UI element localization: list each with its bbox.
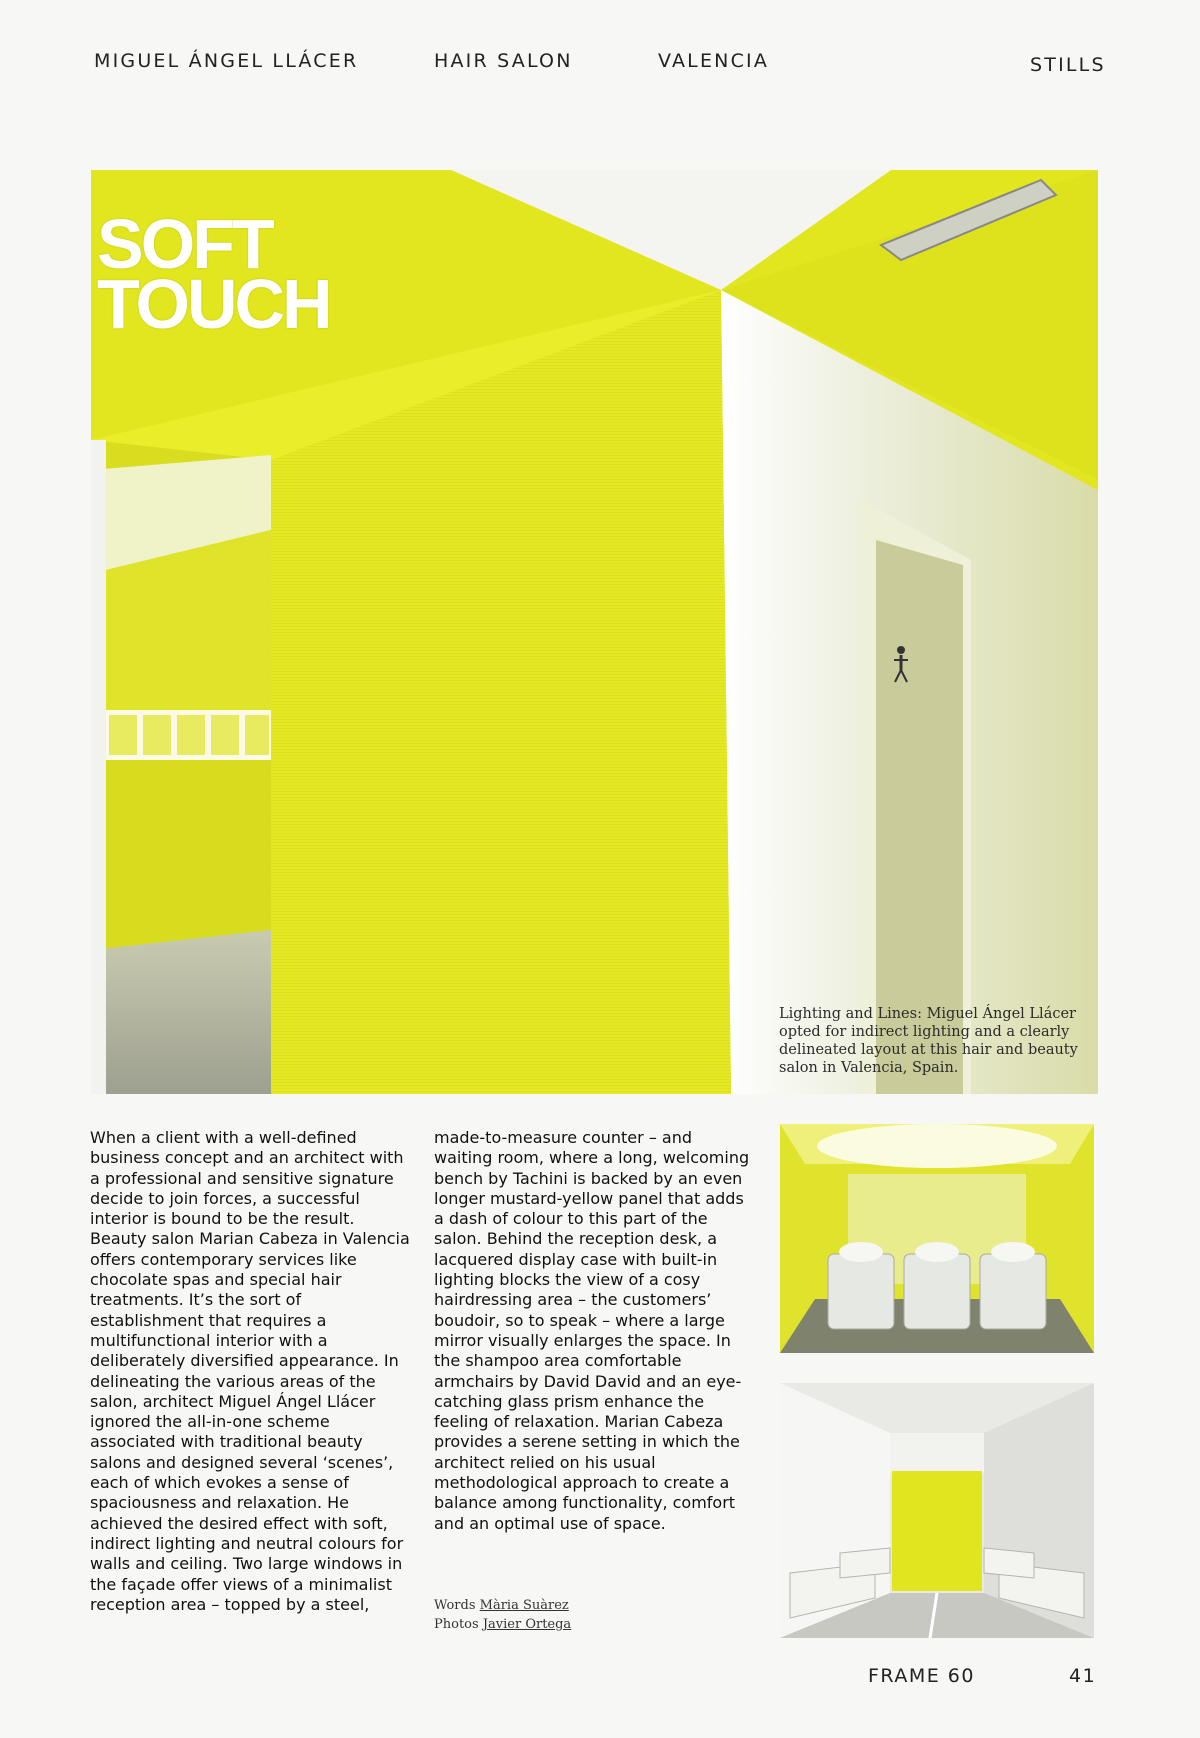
hero-caption: Lighting and Lines: Miguel Ángel Llácer opted for indirect lighting and a clearly delineated layout at this hair and beauty salon in Valencia, Spain. — [779, 1006, 1078, 1076]
title-line-1: SOFT — [97, 205, 272, 283]
corridor-photo — [780, 1383, 1094, 1638]
credit-photos — [434, 1615, 571, 1634]
title-line-2: TOUCH — [97, 265, 330, 343]
article-title — [97, 205, 330, 343]
header-section: STILLS — [1030, 54, 1106, 76]
credit-photos-label: Photos — [434, 1617, 479, 1632]
header-type: HAIR SALON — [434, 50, 573, 72]
hero-photo — [91, 170, 1098, 1094]
footer-magazine: FRAME 60 — [868, 1665, 975, 1687]
header-city: VALENCIA — [658, 50, 770, 72]
credit-words-label: Words — [434, 1598, 476, 1613]
credits — [434, 1596, 571, 1634]
credit-words — [434, 1596, 571, 1615]
body-column-1: When a client with a well-defined business concept and an architect with a professional and sensitive signature decide to join forces, a successful interior is bound to be the result. Beauty salon Marian Cabeza in Valencia offers contemporary services like chocolate spas and special hair treatments. It’s the sort of establishment that requires a multifunctional interior with a deliberately diversified appearance. In delineating the various areas of the salon, architect Miguel Ángel Llácer ignored the all-in-one scheme associated with traditional beauty salons and designed several ‘scenes’, each of which evokes a sense of spaciousness and relaxation. He achieved the desired effect with soft, indirect lighting and neutral colours for walls and ceiling. Two large windows in the façade offer views of a minimalist reception area – topped by a steel, — [90, 1128, 410, 1614]
credit-words-name: Mària Suàrez — [479, 1598, 569, 1613]
body-column-2: made-to-measure counter – and waiting room, where a long, welcoming bench by Tachini is backed by an even longer mustard-yellow panel that adds a dash of colour to this part of the salon. Behind the reception desk, a lacquered display case with built-in lighting blocks the view of a cosy hairdressing area – the customers’ boudoir, so to speak – where a large mirror visually enlarges the space. In the shampoo area comfortable armchairs by David David and an eye-catching glass prism enhance the feeling of relaxation. Marian Cabeza provides a serene setting in which the architect relied on his usual methodological approach to create a balance among functionality, comfort and an optimal use of space. — [434, 1128, 750, 1533]
page-number: 41 — [1069, 1665, 1097, 1687]
header-architect: MIGUEL ÁNGEL LLÁCER — [94, 50, 359, 72]
credit-photos-name: Javier Ortega — [482, 1617, 572, 1632]
shampoo-area-photo — [780, 1124, 1094, 1353]
